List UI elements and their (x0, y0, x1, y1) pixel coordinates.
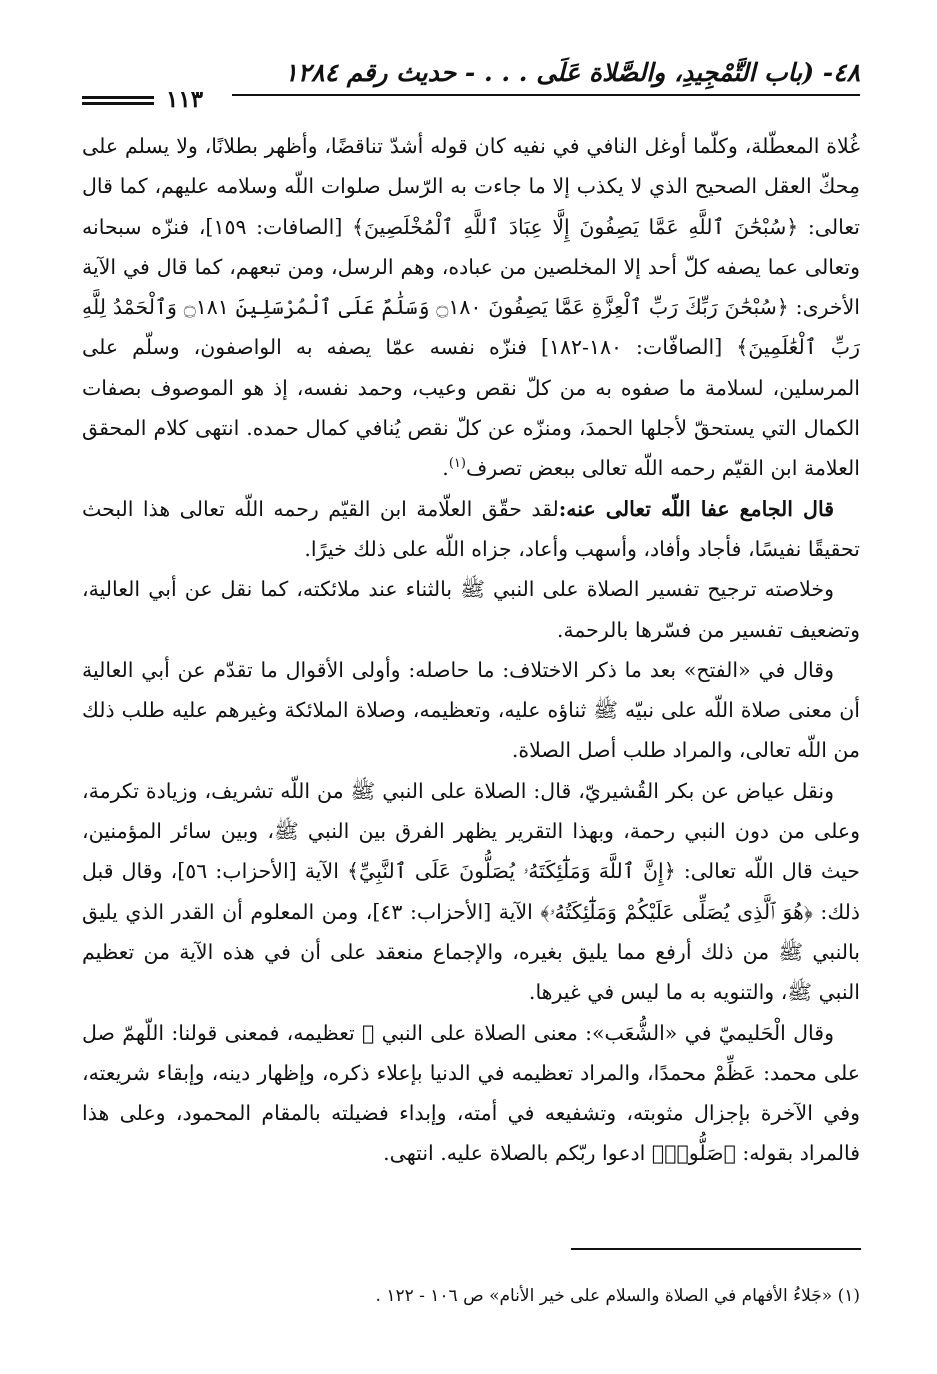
page-number-rule (82, 96, 154, 99)
paragraph (82, 489, 860, 570)
paragraph-text: ونقل عياض عن بكر القُشيريّ، قال: الصلاة على النبي ﷺ من اللّه تشريف، وزيادة تكرمة، وعلى من دون النبي رحمة، وبهذا التقرير يظهر الفرق بين النبي ﷺ، وبين سائر المؤمنين، حيث قال اللّه تعالى: ﴿إِنَّ ٱللَّهَ وَمَلَٰٓئِكَتَهُۥ يُصَلُّونَ عَلَى ٱلنَّبِيِّ﴾ الآية [الأحزاب: ٥٦]، وقال قبل ذلك: ﴿هُوَ ٱلَّذِى يُصَلِّى عَلَيْكُمْ وَمَلَٰٓئِكَتُهُۥ﴾ الآية [الأحزاب: ٤٣]، ومن المعلوم أن القدر الذي يليق بالنبي ﷺ من ذلك أرفع مما يليق بغيره، والإجماع منعقد على أن في هذه الآية من تعظيم النبي ﷺ، والتنويه به ما ليس في غيرها. (82, 778, 860, 1005)
page-number-rule (82, 102, 154, 105)
paragraph-text: لقد حقّق العلّامة ابن القيّم رحمه اللّه تعالى هذا البحث تحقيقًا نفيسًا، فأجاد وأفاد، وأسهب وأعاد، جزاه اللّه على ذلك خيرًا. (82, 496, 860, 561)
paragraph (82, 569, 860, 650)
paragraph (82, 1013, 860, 1174)
paragraph-text: وخلاصته ترجيح تفسير الصلاة على النبي ﷺ بالثناء عند ملائكته، كما نقل عن أبي العالية، وتضعيف تفسير من فسّرها بالرحمة. (82, 577, 860, 642)
paragraph (82, 771, 860, 1013)
header-rule (232, 94, 860, 96)
paragraph (82, 126, 860, 489)
paragraph-text: وقال في «الفتح» بعد ما ذكر الاختلاف: ما حاصله: وأولى الأقوال ما تقدّم عن أبي العالية أن معنى صلاة اللّه على نبيّه ﷺ ثناؤه عليه، وتعظيمه، وصلاة الملائكة وغيرهم عليه طلب ذلك من اللّه تعالى، والمراد طلب أصل الصلاة. (82, 657, 860, 763)
footnote-divider (571, 1248, 861, 1250)
paragraph-lead: قال الجامع عفا اللّه تعالى عنه: (558, 496, 834, 521)
header-title: ٤٨- (باب التَّمْجِيدِ، والصَّلاة عَلَى . . . - حديث رقم ١٢٨٤ (284, 58, 860, 87)
paragraph-end: . (442, 456, 449, 481)
paragraph-text: غُلاة المعطّلة، وكلّما أوغل النافي في نفيه كان قوله أشدّ تناقضًا، وأظهر بطلانًا، ولا يسلم على مِحكّ العقل الصحيح الذي لا يكذب إلا ما جاءت به الرّسل صلوات اللّه وسلامه عليهم، كما قال تعالى: ﴿سُبْحَٰنَ ٱللَّهِ عَمَّا يَصِفُونَ إِلَّا عِبَادَ ٱللَّهِ ٱلْمُخْلَصِينَ﴾ [الصافات: ١٥٩]، فنزّه سبحانه وتعالى عما يصفه كلّ أحد إلا المخلصين من عباده، وهم الرسل، ومن تبعهم، كما قال في الآية الأخرى: ﴿سُبْحَٰنَ رَبِّكَ رَبِّ ٱلْعِزَّةِ عَمَّا يَصِفُونَ ۝١٨٠ وَسَلَٰمٌ عَلَى ٱلْمُرْسَلِينَ ۝١٨١ وَٱلْحَمْدُ لِلَّهِ رَبِّ ٱلْعَٰلَمِينَ﴾ [الصافّات: ١٨٠-١٨٢] فنزّه نفسه عمّا يصفه به الواصفون، وسلّم على المرسلين، لسلامة ما صفوه به من كلّ نقص وعيب، وحمد نفسه، إذ هو الموصوف بصفات الكمال التي يستحقّ لأجلها الحمدَ، ومنزّه عن كلّ نقص يُنافي كمال حمده. انتهى كلام المحقق العلامة ابن القيّم رحمه اللّه تعالى ببعض تصرف (82, 134, 860, 481)
footnote-ref: (١) (448, 456, 466, 472)
paragraph-text: وقال الْحَليميّ في «الشُّعَب»: معنى الصلاة على النبي ﷺ تعظيمه، فمعنى قولنا: اللّهمّ صل على محمد: عَظِّمْ محمدًا، والمراد تعظيمه في الدنيا بإعلاء ذكره، وإظهار دينه، وإبقاء شريعته، وفي الآخرة بإجزال مثوبته، وتشفيعه في أمته، وإبداء فضيلته بالمقام المحمود، وعلى هذا فالمراد بقوله: ﴿صَلُّوا۟﴾ ادعوا ربّكم بالصلاة عليه. انتهى. (82, 1020, 860, 1166)
page-number: ١١٣ (166, 86, 204, 113)
main-text (82, 126, 860, 1242)
footnote: (١) «جَلاءُ الأفهام في الصلاة والسلام على خير الأنام» ص ١٠٦ - ١٢٢ . (375, 1286, 860, 1306)
paragraph (82, 650, 860, 771)
page-number-block (82, 86, 227, 114)
